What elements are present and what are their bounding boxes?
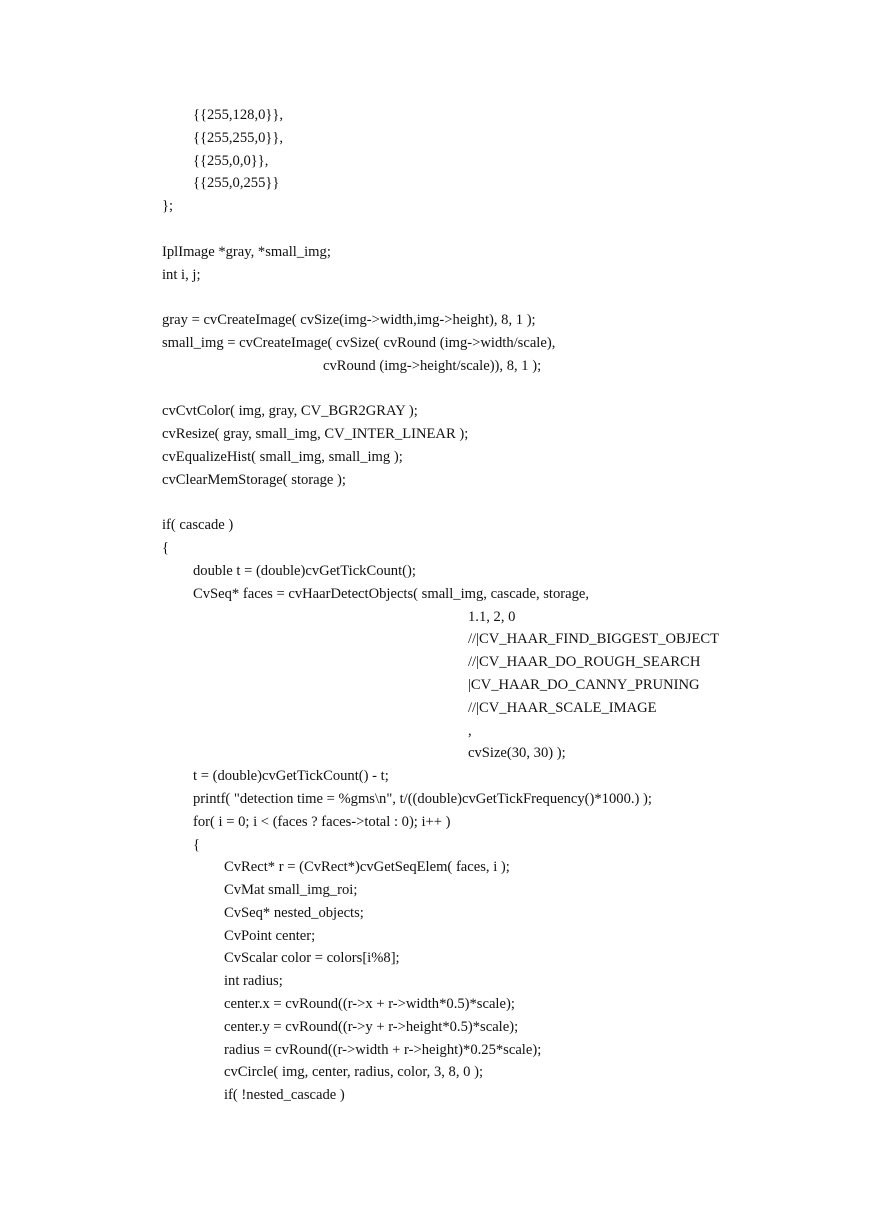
code-line: {{255,0,0}},: [193, 152, 269, 169]
blank-line: [162, 218, 822, 241]
code-line: CvSeq* nested_objects;: [224, 904, 364, 921]
blank-line: [162, 286, 822, 309]
code-line: double t = (double)cvGetTickCount();: [193, 562, 416, 579]
code-line: cvResize( gray, small_img, CV_INTER_LINEAR );: [162, 426, 469, 443]
code-line: {: [193, 836, 201, 853]
code-line: CvPoint center;: [224, 927, 316, 944]
code-line: {{255,0,255}}: [193, 175, 280, 192]
code-line: for( i = 0; i < (faces ? faces->total : 0); i++ ): [193, 813, 451, 830]
code-line: //|CV_HAAR_FIND_BIGGEST_OBJECT: [468, 631, 720, 648]
code-line: CvMat small_img_roi;: [224, 882, 358, 899]
code-line: int radius;: [224, 973, 283, 990]
code-line: gray = cvCreateImage( cvSize(img->width,img->height), 8, 1 );: [162, 312, 536, 329]
code-line: CvRect* r = (CvRect*)cvGetSeqElem( faces, i );: [224, 859, 510, 876]
code-line: center.y = cvRound((r->y + r->height*0.5)*scale);: [224, 1018, 519, 1035]
code-line: |CV_HAAR_DO_CANNY_PRUNING: [468, 676, 700, 693]
code-line: cvClearMemStorage( storage );: [162, 471, 346, 488]
code-line: if( !nested_cascade ): [224, 1087, 345, 1104]
code-line: };: [162, 198, 174, 215]
code-line: t = (double)cvGetTickCount() - t;: [193, 768, 389, 785]
code-line: CvSeq* faces = cvHaarDetectObjects( small_img, cascade, storage,: [193, 585, 590, 602]
code-line: //|CV_HAAR_SCALE_IMAGE: [468, 699, 657, 716]
code-line: //|CV_HAAR_DO_ROUGH_SEARCH: [468, 654, 701, 671]
code-line: ,: [468, 722, 472, 739]
code-line: cvCircle( img, center, radius, color, 3, 8, 0 );: [224, 1064, 484, 1081]
code-line: if( cascade ): [162, 517, 234, 534]
code-line: int i, j;: [162, 266, 201, 283]
code-line: cvCvtColor( img, gray, CV_BGR2GRAY );: [162, 403, 418, 420]
code-line: cvSize(30, 30) );: [468, 745, 566, 762]
code-line: cvRound (img->height/scale)), 8, 1 );: [323, 357, 542, 374]
code-line: CvScalar color = colors[i%8];: [224, 950, 400, 967]
code-line: printf( "detection time = %gms\n", t/((double)cvGetTickFrequency()*1000.) );: [193, 790, 652, 807]
blank-line: [162, 378, 822, 401]
code-line: center.x = cvRound((r->x + r->width*0.5)*scale);: [224, 996, 515, 1013]
code-line: {: [162, 540, 170, 557]
code-line: cvEqualizeHist( small_img, small_img );: [162, 448, 403, 465]
code-line: {{255,255,0}},: [193, 129, 284, 146]
code-line: {{255,128,0}},: [193, 107, 284, 123]
code-line: IplImage *gray, *small_img;: [162, 243, 331, 260]
code-line: radius = cvRound((r->width + r->height)*0.25*scale);: [224, 1041, 542, 1058]
blank-line: [162, 492, 822, 515]
code-line: 1.1, 2, 0: [468, 608, 516, 625]
code-listing: [162, 104, 822, 1107]
code-line: small_img = cvCreateImage( cvSize( cvRound (img->width/scale),: [162, 334, 556, 351]
